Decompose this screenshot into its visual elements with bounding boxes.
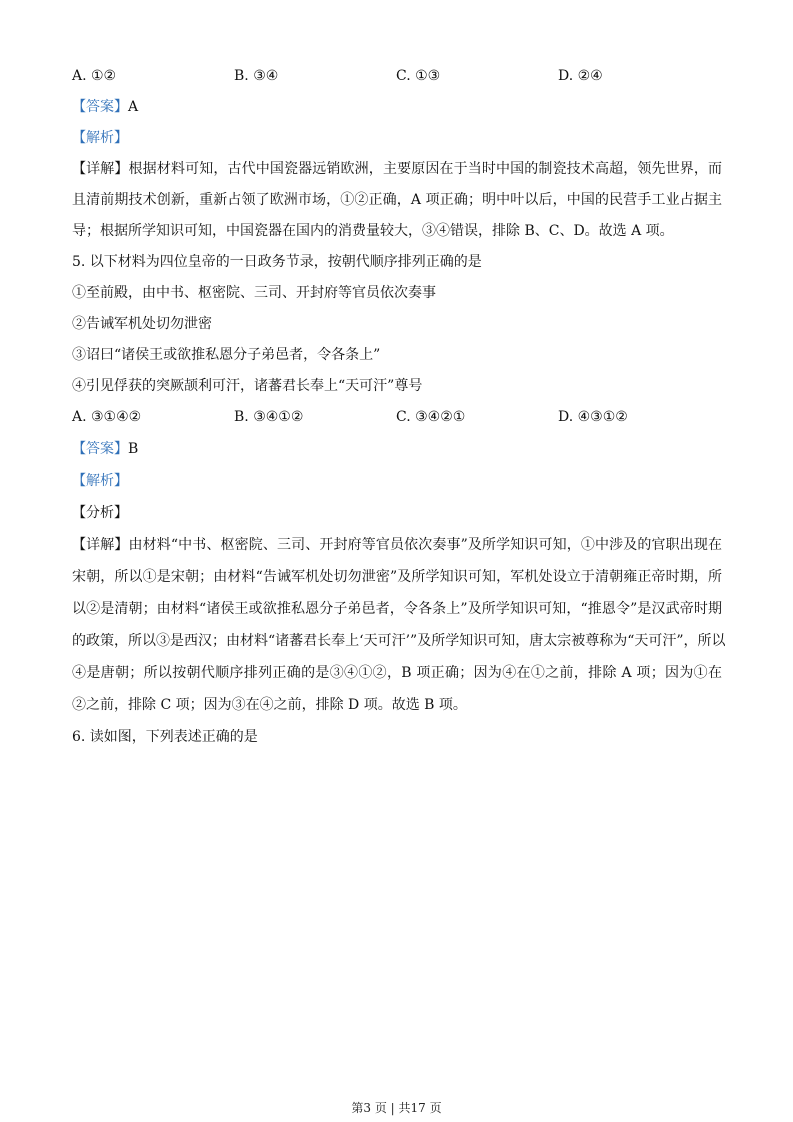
- page-footer: 第3 页 | 共17 页: [351, 1101, 442, 1115]
- q5-detail-line-2: 宋朝，所以①是宋朝；由材料“告诫军机处切勿泄密”及所学知识可知，军机处设立于清朝雍正帝时期，所: [72, 569, 722, 585]
- q4-analysis: [72, 128, 128, 148]
- q5-item-2: ②告诫军机处切勿泄密: [72, 316, 212, 332]
- q4-option-c: C. ①③: [396, 68, 441, 84]
- q4-detail-line-3: 导；根据所学知识可知，中国瓷器在国内的消费量较大，③④错误，排除 B、C、D。故选 A 项。: [72, 223, 674, 239]
- q5-fenxi: [72, 503, 128, 523]
- q4-detail-line-1: [72, 159, 722, 179]
- q5-answer-value: B: [128, 441, 139, 457]
- q4-option-b: B. ③④: [234, 68, 279, 84]
- q4-answer-label: 【答案】: [72, 99, 128, 115]
- q5-detail-line-3: 以②是清朝；由材料“诸侯王或欲推私恩分子弟邑者，令各条上”及所学知识可知，“推恩令”是汉武帝时期: [72, 601, 722, 617]
- q5-answer: [72, 439, 138, 459]
- q5-detail-line-1: [72, 535, 722, 555]
- q5-item-4: ④引见俘获的突厥颉利可汗，诸蕃君长奉上“天可汗”尊号: [72, 378, 423, 394]
- q5-option-a: A. ③①④②: [72, 409, 142, 425]
- q4-detail-line-2: 且清前期技术创新，重新占领了欧洲市场，①②正确，A 项正确；明中叶以后，中国的民营手工业占据主: [72, 192, 722, 208]
- q4-answer: [72, 97, 138, 117]
- q5-fenxi-label: 【分析】: [72, 505, 128, 521]
- q5-detail-label: 【详解】: [72, 537, 129, 553]
- q5-option-b: B. ③④①②: [234, 409, 304, 425]
- q5-option-d: D. ④③①②: [558, 409, 628, 425]
- q5-detail-text-1: 由材料“中书、枢密院、三司、开封府等官员依次奏事”及所学知识可知，①中涉及的官职出现在: [128, 537, 723, 553]
- q5-analysis: [72, 471, 128, 491]
- q5-item-3: ③诏曰“诸侯王或欲推私恩分子弟邑者，令各条上”: [72, 347, 381, 363]
- q4-option-d: D. ②④: [558, 68, 603, 84]
- q4-option-a: A. ①②: [72, 68, 117, 84]
- q5-stem: 5. 以下材料为四位皇帝的一日政务节录，按朝代顺序排列正确的是: [72, 254, 482, 270]
- q5-detail-line-5: ④是唐朝；所以按朝代顺序排列正确的是③④①②，B 项正确；因为④在①之前，排除 A 项；因为①在: [72, 665, 722, 681]
- q5-detail-line-6: ②之前，排除 C 项；因为③在④之前，排除 D 项。故选 B 项。: [72, 697, 467, 713]
- q5-item-1: ①至前殿，由中书、枢密院、三司、开封府等官员依次奏事: [72, 285, 436, 301]
- q4-detail-text-1: 根据材料可知，古代中国瓷器远销欧洲，主要原因在于当时中国的制瓷技术高超，领先世界，而: [128, 161, 723, 177]
- q6-stem: 6. 读如图，下列表述正确的是: [72, 729, 258, 745]
- q4-analysis-label: 【解析】: [72, 130, 128, 146]
- q5-answer-label: 【答案】: [72, 441, 128, 457]
- q5-detail-line-4: 的政策，所以③是西汉；由材料“诸蕃君长奉上‘天可汗’”及所学知识可知，唐太宗被尊称为“天可汗”，所以: [72, 633, 726, 649]
- q4-options: [72, 66, 732, 86]
- q5-options: [72, 407, 732, 427]
- q4-detail-label: 【详解】: [72, 161, 129, 177]
- q5-option-c: C. ③④②①: [396, 409, 466, 425]
- q4-answer-value: A: [128, 99, 139, 115]
- q5-analysis-label: 【解析】: [72, 473, 128, 489]
